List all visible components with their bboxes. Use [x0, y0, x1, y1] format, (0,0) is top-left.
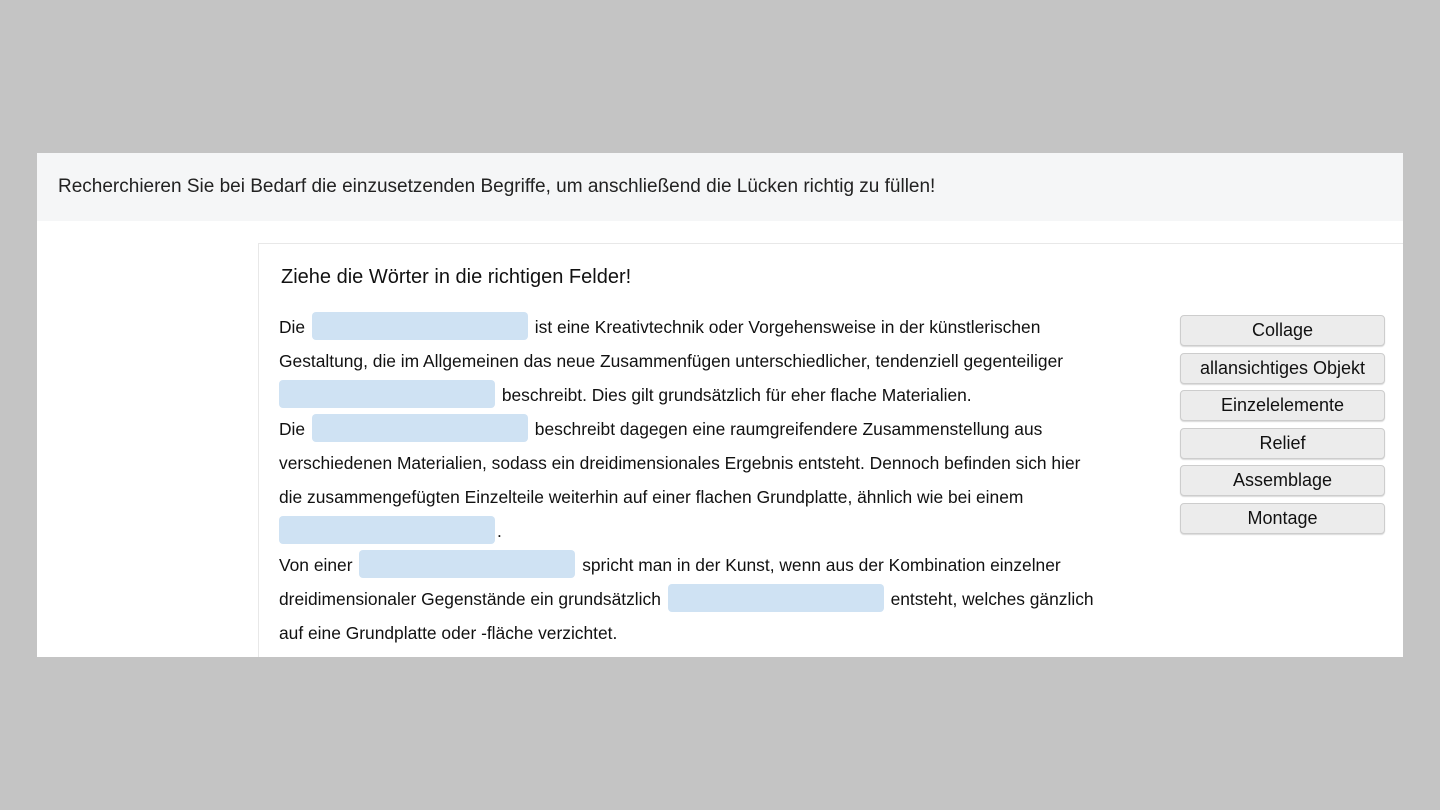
text-line [279, 548, 1179, 582]
text-segment: auf eine Grundplatte oder -fläche verzichtet. [279, 623, 618, 643]
drag-drop-task [258, 243, 1403, 657]
text-line [279, 412, 1179, 446]
draggable-word-assemblage[interactable]: Assemblage [1180, 465, 1385, 496]
word-bank [1180, 315, 1385, 540]
text-segment: beschreibt. Dies gilt grundsätzlich für eher flache Materialien. [501, 385, 972, 405]
instruction-text: Recherchieren Sie bei Bedarf die einzusetzenden Begriffe, um anschließend die Lücken richtig zu füllen! [58, 176, 936, 197]
text-segment: Von einer [279, 555, 353, 575]
cloze-text [279, 310, 1179, 650]
draggable-word-collage[interactable]: Collage [1180, 315, 1385, 346]
text-line [279, 480, 1179, 514]
text-segment: ist eine Kreativtechnik oder Vorgehensweise in der künstlerischen [534, 317, 1041, 337]
drop-zone-4[interactable] [279, 516, 495, 544]
text-segment: . [497, 521, 502, 541]
drop-zone-1[interactable] [312, 312, 528, 340]
drop-zone-2[interactable] [279, 380, 495, 408]
text-segment: beschreibt dagegen eine raumgreifendere Zusammenstellung aus [534, 419, 1043, 439]
instruction-bar [37, 153, 1403, 221]
text-segment: die zusammengefügten Einzelteile weiterhin auf einer flachen Grundplatte, ähnlich wie bei einem [279, 487, 1024, 507]
text-line [279, 514, 1179, 548]
exercise-panel [37, 153, 1403, 657]
text-line [279, 310, 1179, 344]
text-line [279, 344, 1179, 378]
draggable-word-allansichtiges-objekt[interactable]: allansichtiges Objekt [1180, 353, 1385, 384]
text-line [279, 446, 1179, 480]
text-line [279, 616, 1179, 650]
draggable-word-relief[interactable]: Relief [1180, 428, 1385, 459]
drop-zone-3[interactable] [312, 414, 528, 442]
text-segment: Gestaltung, die im Allgemeinen das neue Zusammenfügen unterschiedlicher, tendenziell gegenteiliger [279, 351, 1064, 371]
draggable-word-einzelelemente[interactable]: Einzelelemente [1180, 390, 1385, 421]
text-segment: dreidimensionaler Gegenstände ein grundsätzlich [279, 589, 661, 609]
text-segment: Die [279, 317, 306, 337]
text-line [279, 378, 1179, 412]
text-line [279, 582, 1179, 616]
text-segment: entsteht, welches gänzlich [890, 589, 1094, 609]
task-title: Ziehe die Wörter in die richtigen Felder! [281, 266, 632, 288]
text-segment: Die [279, 419, 306, 439]
text-segment: spricht man in der Kunst, wenn aus der Kombination einzelner [582, 555, 1061, 575]
drop-zone-5[interactable] [359, 550, 575, 578]
draggable-word-montage[interactable]: Montage [1180, 503, 1385, 534]
text-segment: verschiedenen Materialien, sodass ein dreidimensionales Ergebnis entsteht. Dennoch befinden sich hier [279, 453, 1081, 473]
drop-zone-6[interactable] [668, 584, 884, 612]
